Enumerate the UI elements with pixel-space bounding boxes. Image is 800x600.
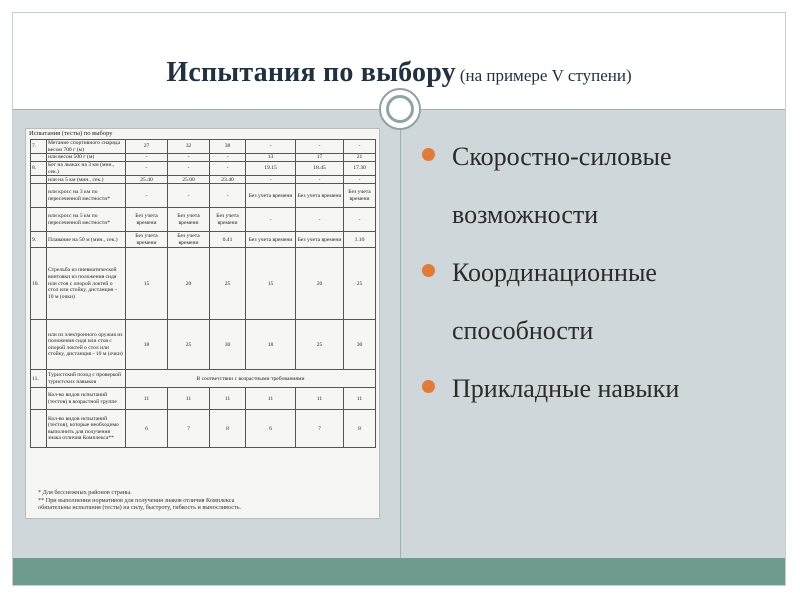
- row-number: 9.: [31, 232, 47, 248]
- table-row: [31, 232, 376, 248]
- test-name: Кол-во видов испытаний (тестов) в возрастной группе: [47, 388, 126, 410]
- test-name: или кросс на 3 км по пересеченной местности*: [47, 184, 126, 208]
- table-cell: -: [168, 162, 210, 176]
- table-row: [31, 410, 376, 448]
- table-row: [31, 208, 376, 232]
- title-subtitle: (на примере V ступени): [459, 66, 632, 85]
- table-cell: -: [210, 162, 246, 176]
- table-cell: -: [126, 154, 168, 162]
- table-cell: 30: [210, 320, 246, 370]
- table-cell: 6: [126, 410, 168, 448]
- test-name: Плавание на 50 м (мин., сек.): [47, 232, 126, 248]
- row-number: [31, 176, 47, 184]
- table-cell: 18: [246, 320, 296, 370]
- row-number: 8.: [31, 162, 47, 176]
- table-cell: 11: [210, 388, 246, 410]
- test-name: или из электронного оружия из положения сидя или стоя с опорой локтей о стол или стойку, дистанция - 10 м (очки): [47, 320, 126, 370]
- note-line: обязательны испытания (тесты) на силу, быстроту, гибкость и выносливость.: [38, 504, 242, 512]
- table-cell: 17: [296, 154, 344, 162]
- table-cell: 8: [210, 410, 246, 448]
- table-cell: Без учета времени: [296, 184, 344, 208]
- vertical-divider: [400, 110, 401, 558]
- table-row: [31, 248, 376, 320]
- bullet-item: [420, 360, 780, 418]
- table-cell: 1.10: [344, 232, 376, 248]
- table-cell: 20: [296, 248, 344, 320]
- note-line: * Для бесснежных районов страны.: [38, 489, 132, 496]
- row-number: 10.: [31, 248, 47, 320]
- test-name: или весом 500 г (м): [47, 154, 126, 162]
- table-row: [31, 370, 376, 388]
- table-cell: Без учета времени: [126, 232, 168, 248]
- table-cell: -: [296, 176, 344, 184]
- table-cell: 25.40: [126, 176, 168, 184]
- table-cell: 13: [246, 154, 296, 162]
- table-row: [31, 140, 376, 154]
- table-cell: -: [246, 140, 296, 154]
- table-cell: -: [126, 162, 168, 176]
- table-cell: 11: [168, 388, 210, 410]
- table-cell: 11: [344, 388, 376, 410]
- table-cell: 21: [344, 154, 376, 162]
- table-cell: -: [210, 154, 246, 162]
- row-number: [31, 208, 47, 232]
- table-cell: Без учета времени: [246, 184, 296, 208]
- table-cell: 20: [168, 248, 210, 320]
- table-row: [31, 162, 376, 176]
- bullet-item: [420, 128, 780, 244]
- table-cell: 11: [296, 388, 344, 410]
- table-cell: -: [344, 140, 376, 154]
- bullet-list: [420, 128, 780, 418]
- ornament-circle-icon: [379, 88, 421, 130]
- norms-table: [30, 139, 376, 448]
- table-cell: 30: [344, 320, 376, 370]
- table-row: [31, 184, 376, 208]
- merged-cell: В соответствии с возрастными требованиями: [126, 370, 376, 388]
- bullet-dot-icon: [422, 380, 435, 393]
- table-cell: 17.30: [344, 162, 376, 176]
- table-cell: Без учета времени: [168, 232, 210, 248]
- table-cell: Без учета времени: [296, 232, 344, 248]
- table-cell: 25: [296, 320, 344, 370]
- note-line: ** При выполнении нормативов для получения знаков отличия Комплекса: [38, 496, 235, 504]
- table-cell: 19.15: [246, 162, 296, 176]
- table-cell: 7: [296, 410, 344, 448]
- table-cell: 27: [126, 140, 168, 154]
- test-name: Туристский поход с проверкой туристских навыков: [47, 370, 126, 388]
- table-cell: 15: [126, 248, 168, 320]
- table-row: [31, 176, 376, 184]
- test-name: Стрельба из пневматической винтовки из положения сидя или стоя с опорой локтей о стол или стойку, дистанция – 10 м (очки): [47, 248, 126, 320]
- row-number: [31, 410, 47, 448]
- table-row: [31, 154, 376, 162]
- bullet-text: Прикладные навыки: [452, 374, 680, 403]
- table-cell: -: [210, 184, 246, 208]
- table-row: [31, 388, 376, 410]
- table-cell: Без учета времени: [246, 232, 296, 248]
- bullet-text: Скоростно-силовые: [452, 142, 672, 171]
- table-cell: 25: [344, 248, 376, 320]
- table-cell: 18.45: [296, 162, 344, 176]
- table-cell: 25: [168, 320, 210, 370]
- table-cell: 25: [210, 248, 246, 320]
- bullet-text: Координационные: [452, 258, 657, 287]
- table-cell: -: [246, 208, 296, 232]
- table-cell: 15: [246, 248, 296, 320]
- table-cell: -: [344, 176, 376, 184]
- table-row: [31, 320, 376, 370]
- table-cell: Без учета времени: [210, 208, 246, 232]
- row-number: 7.: [31, 140, 47, 154]
- table-cell: -: [296, 140, 344, 154]
- table-cell: 23.40: [210, 176, 246, 184]
- table-cell: 11: [126, 388, 168, 410]
- row-number: [31, 388, 47, 410]
- table-cell: Без учета времени: [168, 208, 210, 232]
- table-cell: 8: [344, 410, 376, 448]
- bullet-text: способности: [452, 316, 594, 345]
- scan-notes: [38, 489, 373, 512]
- test-name: Кол-во видов испытаний (тестов), которые необходимо выполнить для получения знака отличия Комплекса**: [47, 410, 126, 448]
- test-name: Метание спортивного снаряда весом 700 г (м): [47, 140, 126, 154]
- table-cell: 25.00: [168, 176, 210, 184]
- test-name: Бег на лыжах на 3 км (мин., сек.): [47, 162, 126, 176]
- row-number: [31, 320, 47, 370]
- table-cell: -: [246, 176, 296, 184]
- scan-header: Испытания (тесты) по выбору: [29, 130, 113, 137]
- bullet-dot-icon: [422, 264, 435, 277]
- table-cell: -: [168, 184, 210, 208]
- table-cell: 7: [168, 410, 210, 448]
- row-number: [31, 154, 47, 162]
- table-cell: 0.41: [210, 232, 246, 248]
- table-cell: 11: [246, 388, 296, 410]
- row-number: 11.: [31, 370, 47, 388]
- table-cell: Без учета времени: [344, 184, 376, 208]
- test-name: или на 5 км (мин., сек.): [47, 176, 126, 184]
- table-cell: 6: [246, 410, 296, 448]
- table-cell: -: [344, 208, 376, 232]
- title-main: Испытания по выбору: [166, 57, 456, 88]
- table-cell: -: [168, 154, 210, 162]
- row-number: [31, 184, 47, 208]
- scanned-table-image: [25, 128, 380, 519]
- bullet-text: возможности: [452, 200, 599, 229]
- slide-title: [13, 57, 785, 89]
- bullet-dot-icon: [422, 148, 435, 161]
- footer-bar: [13, 558, 785, 585]
- table-cell: 32: [168, 140, 210, 154]
- table-cell: -: [126, 184, 168, 208]
- table-cell: 18: [126, 320, 168, 370]
- table-cell: 38: [210, 140, 246, 154]
- test-name: или кросс на 5 км по пересеченной местности*: [47, 208, 126, 232]
- table-cell: -: [296, 208, 344, 232]
- bullet-item: [420, 244, 780, 360]
- table-cell: Без учета времени: [126, 208, 168, 232]
